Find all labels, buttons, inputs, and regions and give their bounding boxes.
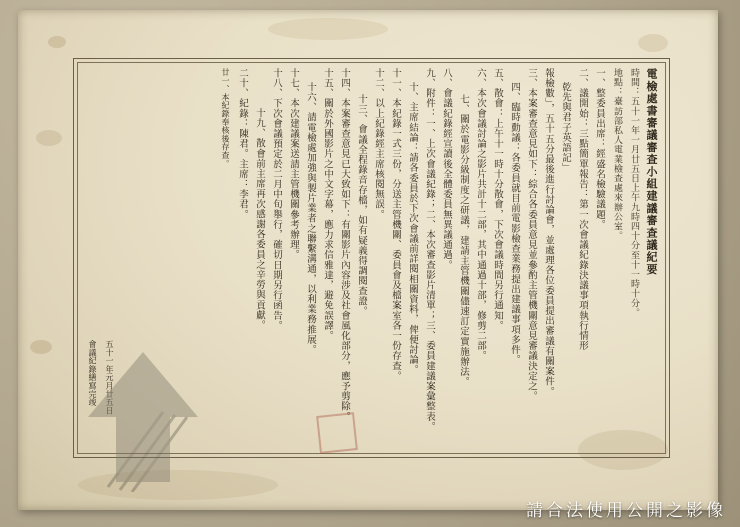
filing-date: 五十一年元月廿五日	[105, 340, 114, 415]
document-column: 十七、本次建議案送請主管機關參考辦理。	[288, 68, 299, 260]
document-column: 六、本次會議討論之影片共計十二部，其中通過十部，修剪二部。	[475, 68, 486, 361]
document-column: 十二、以上紀錄經主席核閱無誤。	[373, 68, 384, 220]
document-page	[18, 10, 718, 510]
document-column: 一、整委員出席：經盛名檢驗議題。	[594, 68, 605, 230]
arrow-up-watermark	[48, 342, 228, 492]
document-column: 時間：五十一年一月廿五日上午九時四十分至十一時十分。	[629, 68, 639, 318]
document-column: 二十、紀錄：陳君。主席：李君。	[237, 68, 248, 220]
paper-stain	[36, 130, 62, 146]
red-seal-stamp	[316, 412, 358, 454]
document-column: 十五、關於外國影片之中文字幕，應力求信雅達，避免誤譯。	[322, 68, 333, 341]
paper-stain	[638, 34, 668, 52]
document-column: 廿一、本紀錄奉核後存查。	[221, 68, 230, 168]
document-column: 電檢處書審議審查小組建議審查議紀要	[645, 68, 658, 276]
document-column: 二、議開始：三點簡單報告：第一次會議紀錄決議事項執行情形	[577, 68, 588, 351]
document-column: 十一、本紀錄一式三份，分送主管機關、委員會及檔案室各一份存查。	[390, 68, 401, 382]
document-column: 九、附件：一、上次會議紀錄；二、本次審查影片清單；三、委員建議案彙整表。	[424, 68, 435, 432]
document-column: 十四、本案審查意見已大致如下：有關影片內容涉及社會風化部分，應予剪除。	[339, 68, 350, 422]
document-column: 十、主席結論：請各委員於下次會議前詳閱相關資料，俾便討論。	[407, 82, 418, 375]
document-column: 乾先與君子英語記」	[560, 82, 571, 173]
document-column: 七、關於電影分級制度之研議，建請主管機關儘速訂定實施辦法。	[458, 94, 469, 387]
document-column: 地點：臺訪部私人電業檢查處來辦公室。	[612, 68, 622, 241]
document-column: 十八、下次會議預定於二月中旬舉行，確切日期另行函告。	[271, 68, 282, 331]
paper-stain	[268, 18, 388, 40]
usage-notice-bar	[0, 491, 740, 527]
document-column: 十九、散會前主席再次感謝各委員之辛勞與貢獻。	[254, 108, 265, 331]
document-column: 八、會議紀錄經宣讀後全體委員無異議通過。	[441, 68, 452, 270]
document-column: 四、臨時動議：各委員就目前電影檢查業務提出建議事項多件。	[509, 82, 520, 365]
document-column: 三、本案審查意見如下：綜合各委員意見並參酌主管機關意見審議決定之。	[526, 68, 537, 402]
document-column: 五、散會：上午十一時十分散會，下次會議時間另行通知。	[492, 68, 503, 331]
document-column: 十三、會議全程錄音存檔，如有疑義得調閱查證。	[356, 94, 367, 317]
filing-note: 會議紀錄繕寫完竣	[88, 340, 97, 407]
document-column: 報檢數」，五十五分最後進行討論會，並處理各位委員提出審議有關案件。	[543, 68, 554, 397]
paper-stain	[48, 36, 66, 48]
usage-notice-text: 請合法使用公開之影像	[526, 501, 726, 521]
document-column: 十六、請電檢處加強與製片業者之聯繫溝通，以利業務推展。	[305, 82, 316, 355]
